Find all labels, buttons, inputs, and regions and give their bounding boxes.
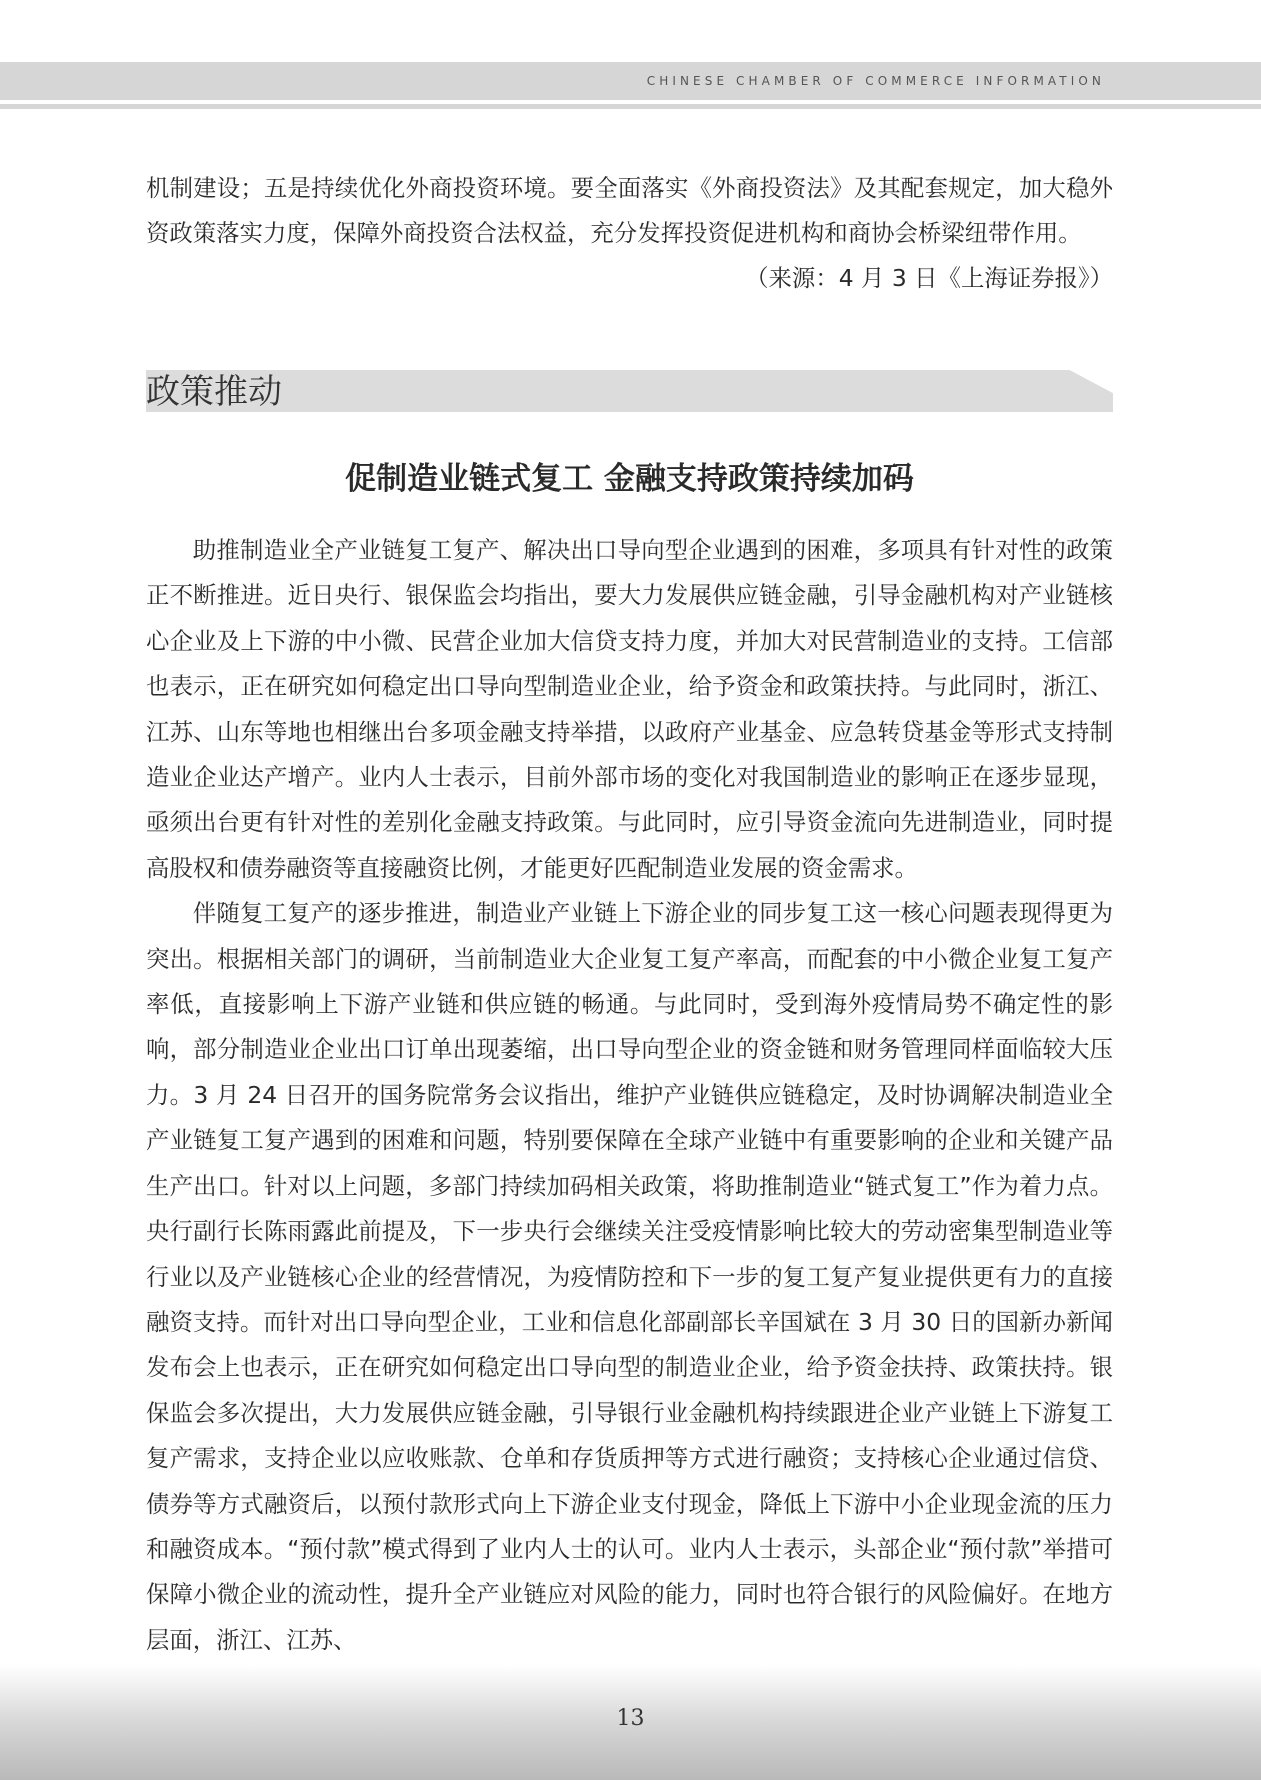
page-number: 13 — [616, 1706, 645, 1731]
source-citation: （来源：4 月 3 日《上海证券报》） — [745, 264, 1113, 292]
section-band — [146, 370, 1113, 412]
body-paragraph-1: 助推制造业全产业链复工复产、解决出口导向型企业遇到的困难，多项具有针对性的政策正不断推进。近日央行、银保监会均指出，要大力发展供应链金融，引导金融机构对产业链核心企业及上下游的中小微、民营企业加大信贷支持力度，并加大对民营制造业的支持。工信部也表示，正在研究如何稳定出口导向型制造业企业，给予资金和政策扶持。与此同时，浙江、江苏、山东等地也相继出台多项金融支持举措，以政府产业基金、应急转贷基金等形式支持制造业企业达产增产。业内人士表示，目前外部市场的变化对我国制造业的影响正在逐步显现，亟须出台更有针对性的差别化金融支持政策。与此同时，应引导资金流向先进制造业，同时提高股权和债券融资等直接融资比例，才能更好匹配制造业发展的资金需求。 — [146, 536, 1113, 882]
section-title: 政策推动 — [146, 372, 282, 412]
body-paragraph-2: 伴随复工复产的逐步推进，制造业产业链上下游企业的同步复工这一核心问题表现得更为突出。根据相关部门的调研，当前制造业大企业复工复产率高，而配套的中小微企业复工复产率低，直接影响上下游产业链和供应链的畅通。与此同时，受到海外疫情局势不确定性的影响，部分制造业企业出口订单出现萎缩，出口导向型企业的资金链和财务管理同样面临较大压力。3 月 24 日召开的国务院常务会议指出，维护产业链供应链稳定，及时协调解决制造业全产业链复工复产遇到的困难和问题，特别要保障在全球产业链中有重要影响的企业和关键产品生产出口。针对以上问题，多部门持续加码相关政策，将助推制造业“链式复工”作为着力点。央行副行长陈雨露此前提及，下一步央行会继续关注受疫情影响比较大的劳动密集型制造业等行业以及产业链核心企业的经营情况，为疫情防控和下一步的复工复产复业提供更有力的直接融资支持。而针对出口导向型企业，工业和信息化部副部长辛国斌在 3 月 30 日的国新办新闻发布会上也表示，正在研究如何稳定出口导向型的制造业企业，给予资金扶持、政策扶持。银保监会多次提出，大力发展供应链金融，引导银行业金融机构持续跟进企业产业链上下游复工复产需求，支持企业以应收账款、仓单和存货质押等方式进行融资；支持核心企业通过信贷、债券等方式融资后，以预付款形式向上下游企业支付现金，降低上下游中小企业现金流的压力和融资成本。“预付款”模式得到了业内人士的认可。业内人士表示，头部企业“预付款”举措可保障小微企业的流动性，提升全产业链应对风险的能力，同时也符合银行的风险偏好。在地方层面，浙江、江苏、 — [146, 899, 1113, 1654]
article-title: 促制造业链式复工 金融支持政策持续加码 — [345, 461, 914, 497]
continuation-block — [146, 166, 1113, 301]
article-body — [146, 528, 1113, 1663]
header-rule — [0, 104, 1261, 109]
continuation-paragraph: 机制建设；五是持续优化外商投资环境。要全面落实《外商投资法》及其配套规定，加大稳外资政策落实力度，保障外商投资合法权益，充分发挥投资促进机构和商协会桥梁纽带作用。 — [146, 174, 1113, 247]
running-header: CHINESE CHAMBER OF COMMERCE INFORMATION — [646, 74, 1105, 88]
